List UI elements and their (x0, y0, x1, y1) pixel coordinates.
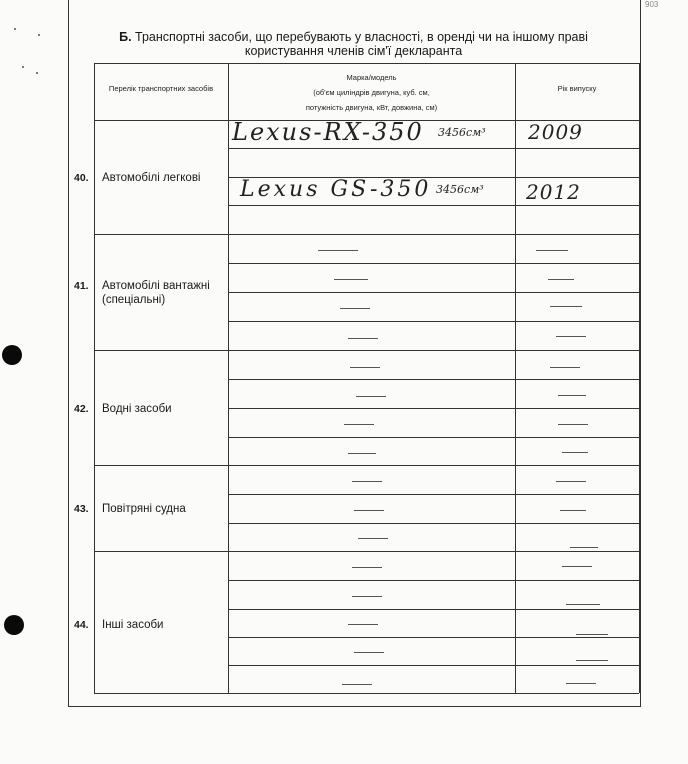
row-number-42: 42. (74, 403, 89, 415)
table-left-border (94, 63, 95, 693)
row-label-other: Інші засоби (102, 619, 164, 631)
section-letter: Б. (119, 30, 132, 44)
row-number-43: 43. (74, 503, 89, 515)
header-year: Рік випуску (557, 84, 597, 93)
header-brand-model: Марка/модель (об'єм циліндрів двигуна, куб. см, потужність двигуна, кВт, довжина, см) (305, 73, 438, 112)
row-number-44: 44. (74, 619, 89, 631)
section-title-line1: Транспортні засоби, що перебувають у власності, в оренді чи на іншому праві (135, 30, 588, 44)
section-title-line2: користування членів сім'ї декларанта (244, 44, 463, 58)
row-separator-43 (94, 551, 639, 552)
section-title (68, 30, 639, 58)
row-label-cars: Автомобілі легкові (102, 172, 201, 184)
entry1-model: Lexus-RX-350 (232, 118, 424, 146)
table-right-border (639, 63, 640, 693)
header-vehicle-list: Перелік транспортних засобів (108, 84, 214, 93)
row-separator-42 (94, 465, 639, 466)
row-label-water: Водні засоби (102, 403, 172, 415)
row-separator-40 (94, 234, 639, 235)
entry2-year: 2012 (526, 180, 581, 204)
binder-hole-top (2, 345, 22, 365)
corner-page-mark: 903 (645, 0, 659, 9)
col-divider-1 (228, 63, 229, 693)
row-separator-41 (94, 350, 639, 351)
row-number-40: 40. (74, 172, 89, 184)
binder-hole-bottom (4, 615, 24, 635)
entry1-year: 2009 (528, 120, 583, 144)
row-label-aircraft: Повітряні судна (102, 503, 186, 515)
entry1-volume: 3456см³ (438, 126, 486, 139)
row-label-trucks: Автомобілі вантажні (спеціальні) (102, 280, 210, 306)
entry2-model: Lexus GS-350 (240, 177, 432, 202)
table-top-border (94, 63, 639, 64)
col-divider-2 (515, 63, 516, 693)
entry2-volume: 3456см³ (436, 183, 484, 196)
row-number-41: 41. (74, 280, 89, 292)
table-bottom-border (94, 693, 639, 694)
